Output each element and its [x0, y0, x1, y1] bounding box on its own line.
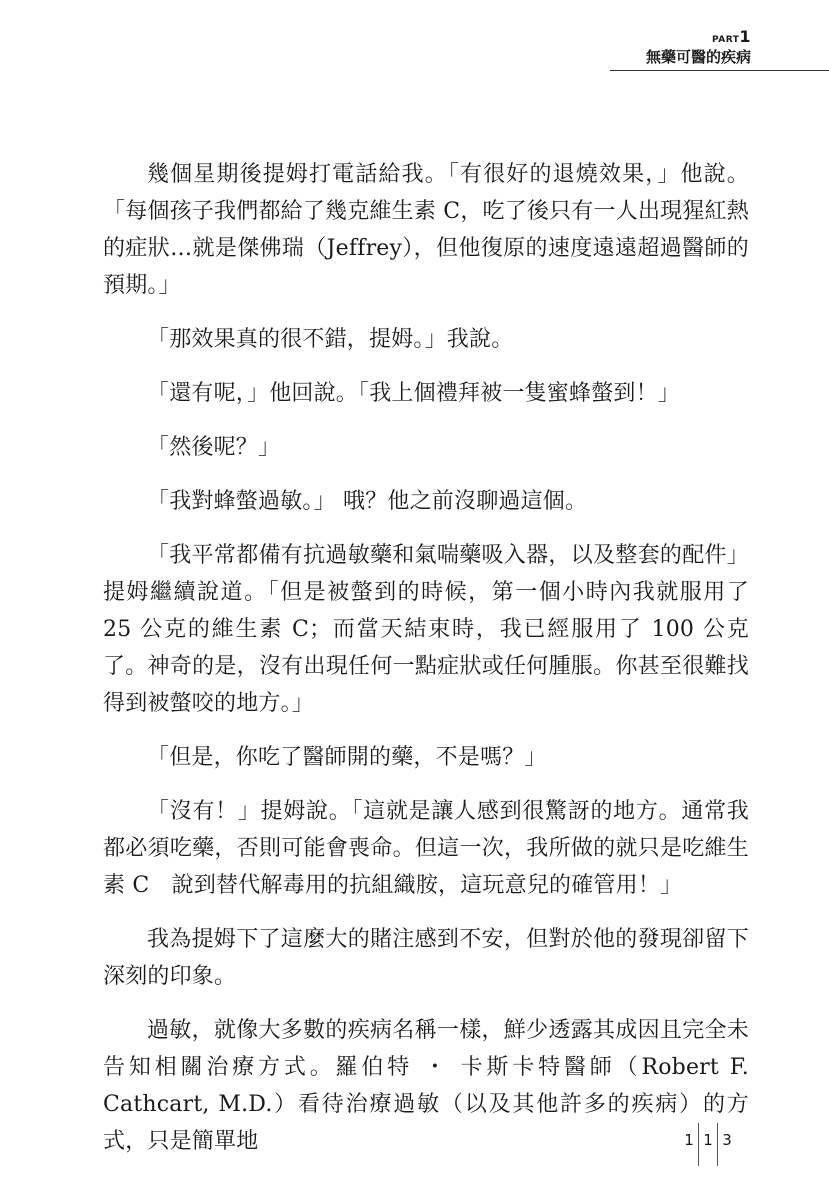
paragraph: 「我對蜂螫過敏。」 哦？他之前沒聊過這個。	[147, 489, 588, 514]
part-number: 1	[739, 27, 751, 46]
paragraph: 幾個星期後提姆打電話給我。「有很好的退燒效果，」他說。「每個孩子我們都給了幾克維生素 C，吃了後只有一人出現猩紅熱的症狀…就是傑佛瑞（Jeffrey），但他復原的速度遠遠超過醫師的預期。」	[103, 162, 749, 298]
paragraph: 「然後呢？」	[147, 435, 281, 460]
header-rule	[610, 70, 829, 71]
paragraph: 「但是，你吃了醫師開的藥，不是嗎？」	[147, 745, 547, 770]
page-number-digit: 3	[722, 1131, 732, 1149]
running-header	[645, 27, 751, 67]
body-text	[103, 156, 749, 1177]
page-number-digit: 1	[703, 1131, 713, 1149]
paragraph: 「我平常都備有抗過敏藥和氣喘藥吸入器，以及整套的配件」提姆繼續說道。「但是被螫到的時候，第一個小時內我就服用了 25 公克的維生素 C；而當天結束時，我已經服用了 100 公克了。神奇的是，沒有出現任何一點症狀或任何腫脹。你甚至很難找得到被螫咬的地方。」	[103, 543, 749, 716]
page-number-digit: 1	[684, 1131, 694, 1149]
paragraph: 我為提姆下了這麼大的賭注感到不安，但對於他的發現卻留下深刻的印象。	[103, 927, 749, 989]
part-label-text: PART	[711, 35, 740, 45]
paragraph: 「還有呢，」他回說。「我上個禮拜被一隻蜜蜂螫到！」	[147, 381, 681, 406]
paragraph: 「沒有！」提姆說。「這就是讓人感到很驚訝的地方。通常我都必須吃藥，否則可能會喪命。但這一次，我所做的就只是吃維生素 C 說到替代解毒用的抗組織胺，這玩意兒的確管用！」	[103, 799, 749, 898]
paragraph: 過敏，就像大多數的疾病名稱一樣，鮮少透露其成因且完全未告知相關治療方式。羅伯特 ・ 卡斯卡特醫師（Robert F. Cathcart, M.D.）看待治療過敏（以及其他許多的疾病）的方式，只是簡單地	[103, 1018, 749, 1154]
page-number	[680, 1131, 736, 1166]
part-label	[646, 27, 751, 47]
paragraph: 「那效果真的很不錯，提姆。」我說。	[147, 327, 514, 352]
chapter-title: 無藥可醫的疾病	[645, 48, 751, 66]
